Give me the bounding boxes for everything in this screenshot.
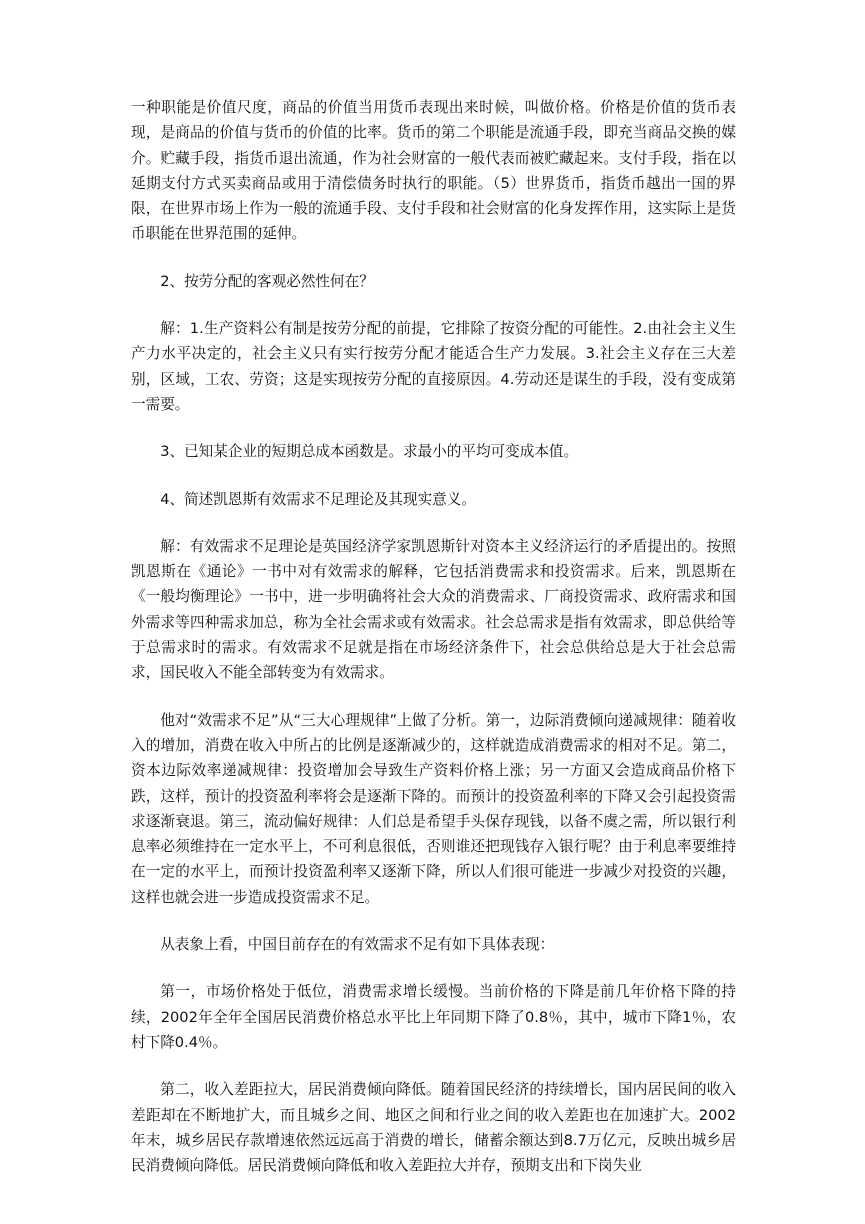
symptom-1-paragraph: 第一，市场价格处于低位，消费需求增长缓慢。当前价格的下降是前几年价格下降的持续，2002年全年全国居民消费价格总水平比上年同期下降了0.8％，其中，城市下降1％，农村下降0.4％。: [131, 983, 736, 1051]
answer-4-paragraph: 解：有效需求不足理论是英国经济学家凯恩斯针对资本主义经济运行的矛盾提出的。按照凯恩斯在《通论》一书中对有效需求的解释，它包括消费需求和投资需求。后来，凯恩斯在《一般均衡理论》一书中，进一步明确将社会大众的消费需求、厂商投资需求、政府需求和国外需求等四种需求加总，称为全社会需求或有效需求。社会总需求是指有效需求，即总供给等于总需求时的需求。有效需求不足就是指在市场经济条件下，社会总供给总是大于社会总需求，国民收入不能全部转变为有效需求。: [131, 537, 736, 682]
paragraph-money-functions: 一种职能是价值尺度，商品的价值当用货币表现出来时候，叫做价格。价格是价值的货币表现，是商品的价值与货币的价值的比率。货币的第二个职能是流通手段，即充当商品交换的媒介。贮藏手段，指货币退出流通，作为社会财富的一般代表而被贮藏起来。支付手段，指在以延期支付方式买卖商品或用于清偿债务时执行的职能。（5）世界货币，指货币越出一国的界限，在世界市场上作为一般的流通手段、支付手段和社会财富的化身发挥作用，这实际上是货币职能在世界范围的延伸。: [131, 99, 736, 243]
three-laws-paragraph: 他对“效需求不足”从“三大心理规律”上做了分析。第一，边际消费倾向递减规律：随着收入的增加，消费在收入中所占的比例是逐渐减少的，这样就造成消费需求的相对不足。第二，资本边际效率递减规律：投资增加会导致生产资料价格上涨；另一方面又会造成商品价格下跌，这样，预计的投资盈利率将会是逐渐下降的。而预计的投资盈利率的下降又会引起投资需求逐渐衰退。第三，流动偏好规律：人们总是希望手头保存现钱，以备不虞之需，所以银行利息率必须维持在一定水平上，不可利息很低，否则谁还把现钱存入银行呢？由于利息率要维持在一定的水平上，而预计投资盈利率又逐渐下降，所以人们很可能进一步减少对投资的兴趣，这样也就会进一步造成投资需求不足。: [131, 711, 736, 906]
document-body: [131, 95, 736, 1200]
question-4-heading: 4、简述凯恩斯有效需求不足理论及其现实意义。: [160, 490, 476, 508]
question-2-heading: 2、按劳分配的客观必然性何在？: [160, 272, 374, 290]
symptoms-intro-paragraph: 从表象上看，中国目前存在的有效需求不足有如下具体表现：: [160, 936, 555, 954]
answer-2-paragraph: 解：1.生产资料公有制是按劳分配的前提，它排除了按资分配的可能性。2.由社会主义生产力水平决定的，社会主义只有实行按劳分配才能适合生产力发展。3.社会主义存在三大差别，区域，工农、劳资；这是实现按劳分配的直接原因。4.劳动还是谋生的手段，没有变成第一需要。: [131, 320, 736, 413]
symptom-2-paragraph: 第二，收入差距拉大，居民消费倾向降低。随着国民经济的持续增长，国内居民间的收入差距却在不断地扩大，而且城乡之间、地区之间和行业之间的收入差距也在加速扩大。2002年末，城乡居民存款增速依然远远高于消费的增长，储蓄余额达到8.7万亿元，反映出城乡居民消费倾向降低。居民消费倾向降低和收入差距拉大并存，预期支出和下岗失业: [131, 1081, 736, 1175]
question-3-heading: 3、已知某企业的短期总成本函数是。求最小的平均可变成本值。: [160, 443, 579, 461]
